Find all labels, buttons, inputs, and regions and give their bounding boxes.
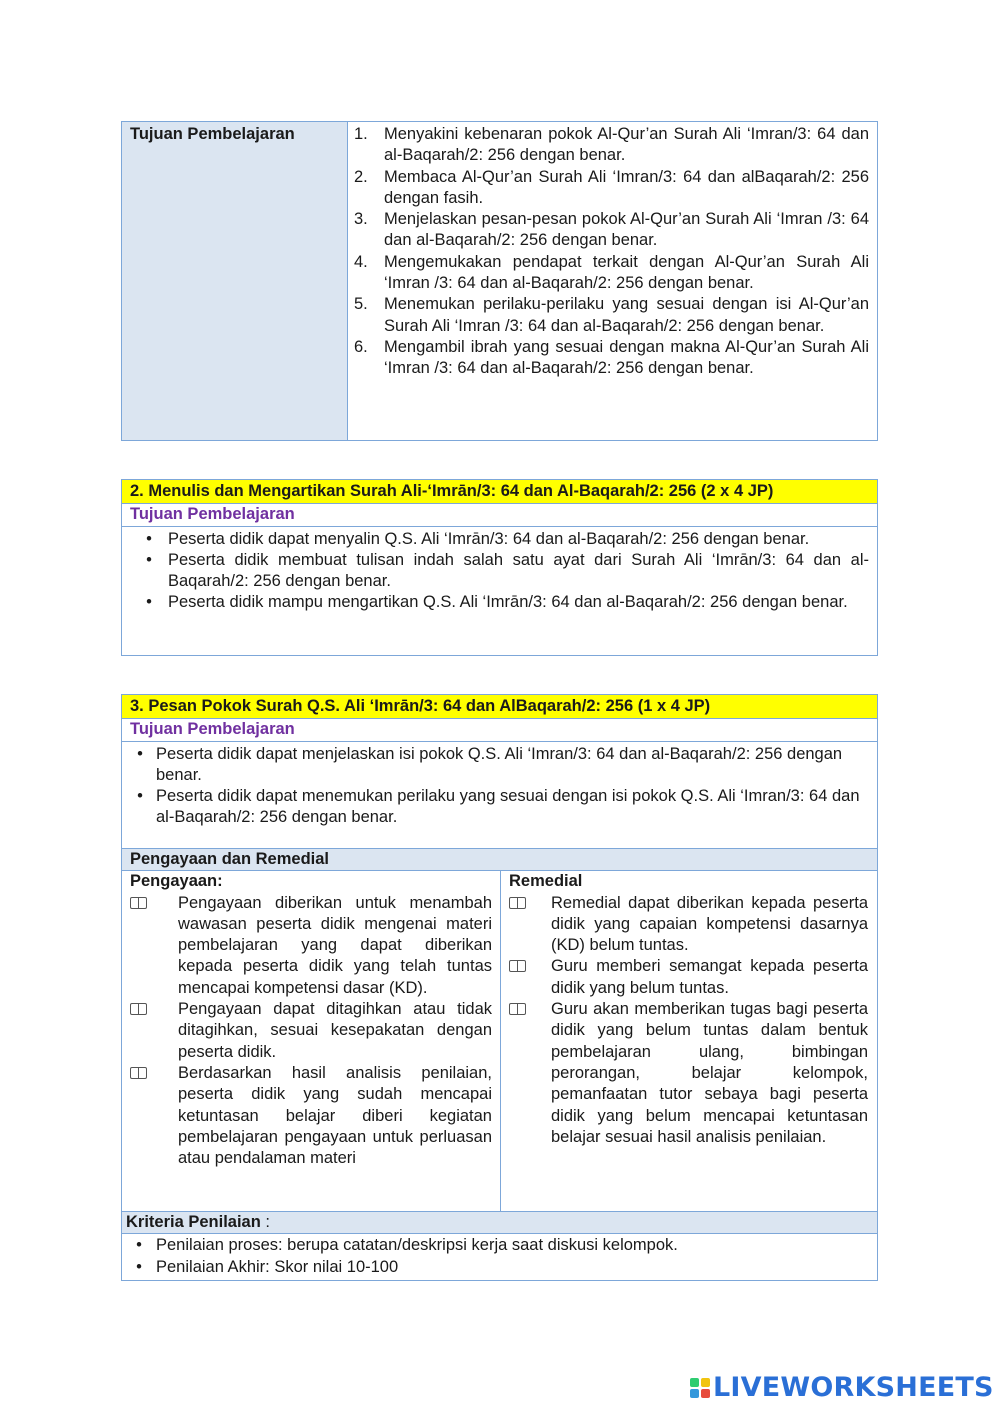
logo-text: LIVEWORKSHEETS [713,1372,994,1404]
section-3-heading: 3. Pesan Pokok Surah Q.S. Ali ‘Imrān/3: 64 dan AlBaqarah/2: 256 (1 x 4 JP) [122,695,877,719]
objectives-content [348,122,877,440]
section-3-subheading: Tujuan Pembelajaran [122,719,877,741]
learning-objectives-table [121,121,878,441]
book-icon [509,897,526,909]
logo-square [701,1389,710,1398]
list-item: • Peserta didik dapat menjelaskan isi pokok Q.S. Ali ‘Imran/3: 64 dan al-Baqarah/2: 256 dengan benar. [124,744,869,787]
enrichment-title: Pengayaan: [130,872,223,891]
section-2-subheading: Tujuan Pembelajaran [122,504,877,526]
book-icon [130,897,147,909]
section-2-table [121,479,878,656]
book-icon [509,1003,526,1015]
list-item: • Peserta didik mampu mengartikan Q.S. Ali ‘Imrān/3: 64 dan al-Baqarah/2: 256 dengan benar. [130,592,869,613]
list-item: • Peserta didik dapat menyalin Q.S. Ali ‘Imrān/3: 64 dan al-Baqarah/2: 256 dengan benar. [130,529,869,550]
remedial-title: Remedial [509,872,583,891]
bullet-icon: • [136,1257,142,1276]
objectives-label: Tujuan Pembelajaran [122,122,348,440]
list-item: • Penilaian proses: berupa catatan/deskripsi kerja saat diskusi kelompok. [122,1235,869,1256]
criteria-heading: Kriteria Penilaian : [122,1212,877,1234]
list-item: 4. Mengemukakan pendapat terkait dengan Al-Qur’an Surah Ali ‘Imran /3: 64 dan al-Baqarah/2: 256 dengan benar. [354,252,869,293]
bullet-icon: • [136,1236,142,1255]
section-3-table [121,694,878,849]
remedial-column [501,871,877,1212]
list-item: Pengayaan diberikan untuk menambah wawasan peserta didik mengenai materi pembelajaran yang dapat diberikan kepada peserta didik yang telah tuntas mencapai kompetensi dasar (KD). [130,893,492,999]
bullet-icon: • [146,529,152,548]
list-item: • Peserta didik membuat tulisan indah salah satu ayat dari Surah Ali ‘Imrān/3: 64 dan al-Baqarah/2: 256 dengan benar. [130,550,869,593]
enrichment-heading: Pengayaan dan Remedial [122,849,877,871]
book-icon [130,1067,147,1079]
logo-square [690,1389,699,1398]
logo-square [701,1378,710,1387]
section-2-heading: 2. Menulis dan Mengartikan Surah Ali-‘Imrān/3: 64 dan Al-Baqarah/2: 256 (2 x 4 JP) [122,480,877,504]
list-item: Pengayaan dapat ditagihkan atau tidak ditagihkan, sesuai kesepakatan dengan peserta didik. [130,999,492,1063]
list-item: • Peserta didik dapat menemukan perilaku yang sesuai dengan isi pokok Q.S. Ali ‘Imran/3: 64 dan al-Baqarah/2: 256 dengan benar. [124,786,869,829]
list-item: Guru memberi semangat kepada peserta didik yang belum tuntas. [509,956,868,999]
list-item: Guru akan memberikan tugas bagi peserta didik yang belum tuntas dalam bentuk pembelajaran ulang, bimbingan perorangan, belajar kelompok, pemanfaatan tutor sebaya bagi peserta didik yang belum mencapai ketuntasan belajar sesuai hasil analisis penilaian. [509,999,868,1148]
enrichment-column [122,871,501,1212]
list-item: 1. Menyakini kebenaran pokok Al-Qur’an Surah Ali ‘Imran/3: 64 dan al-Baqarah/2: 256 dengan benar. [354,125,869,165]
list-item: Remedial dapat diberikan kepada peserta didik yang capaian kompetensi dasarnya (KD) belum tuntas. [509,893,868,957]
bullet-icon: • [146,593,152,612]
book-icon [130,1003,147,1015]
list-item: 2. Membaca Al-Qur’an Surah Ali ‘Imran/3: 64 dan alBaqarah/2: 256 dengan fasih. [354,167,869,207]
bullet-icon: • [137,787,143,806]
assessment-criteria-table [121,1211,878,1281]
book-icon [509,960,526,972]
enrichment-remedial-table [121,848,878,1212]
liveworksheets-logo[interactable] [690,1373,994,1403]
bullet-icon: • [137,744,143,763]
logo-icon [690,1378,710,1398]
list-item: 3. Menjelaskan pesan-pesan pokok Al-Qur’an Surah Ali ‘Imran /3: 64 dan al-Baqarah/2: 256 dengan benar. [354,210,869,250]
list-item: Berdasarkan hasil analisis penilaian, peserta didik yang sudah mencapai ketuntasan belajar diberi kegiatan pembelajaran pengayaan untuk perluasan atau pendalaman materi [130,1063,492,1169]
list-item: • Penilaian Akhir: Skor nilai 10-100 [122,1257,869,1278]
list-item: 5. Menemukan perilaku-perilaku yang sesuai dengan isi Al-Qur’an Surah Ali ‘Imran /3: 64 dan al-Baqarah/2: 256 dengan benar. [354,295,869,335]
list-item: 6. Mengambil ibrah yang sesuai dengan makna Al-Qur’an Surah Ali ‘Imran /3: 64 dan al-Baqarah/2: 256 dengan benar. [354,337,869,378]
bullet-icon: • [146,550,152,569]
logo-square [690,1378,699,1387]
